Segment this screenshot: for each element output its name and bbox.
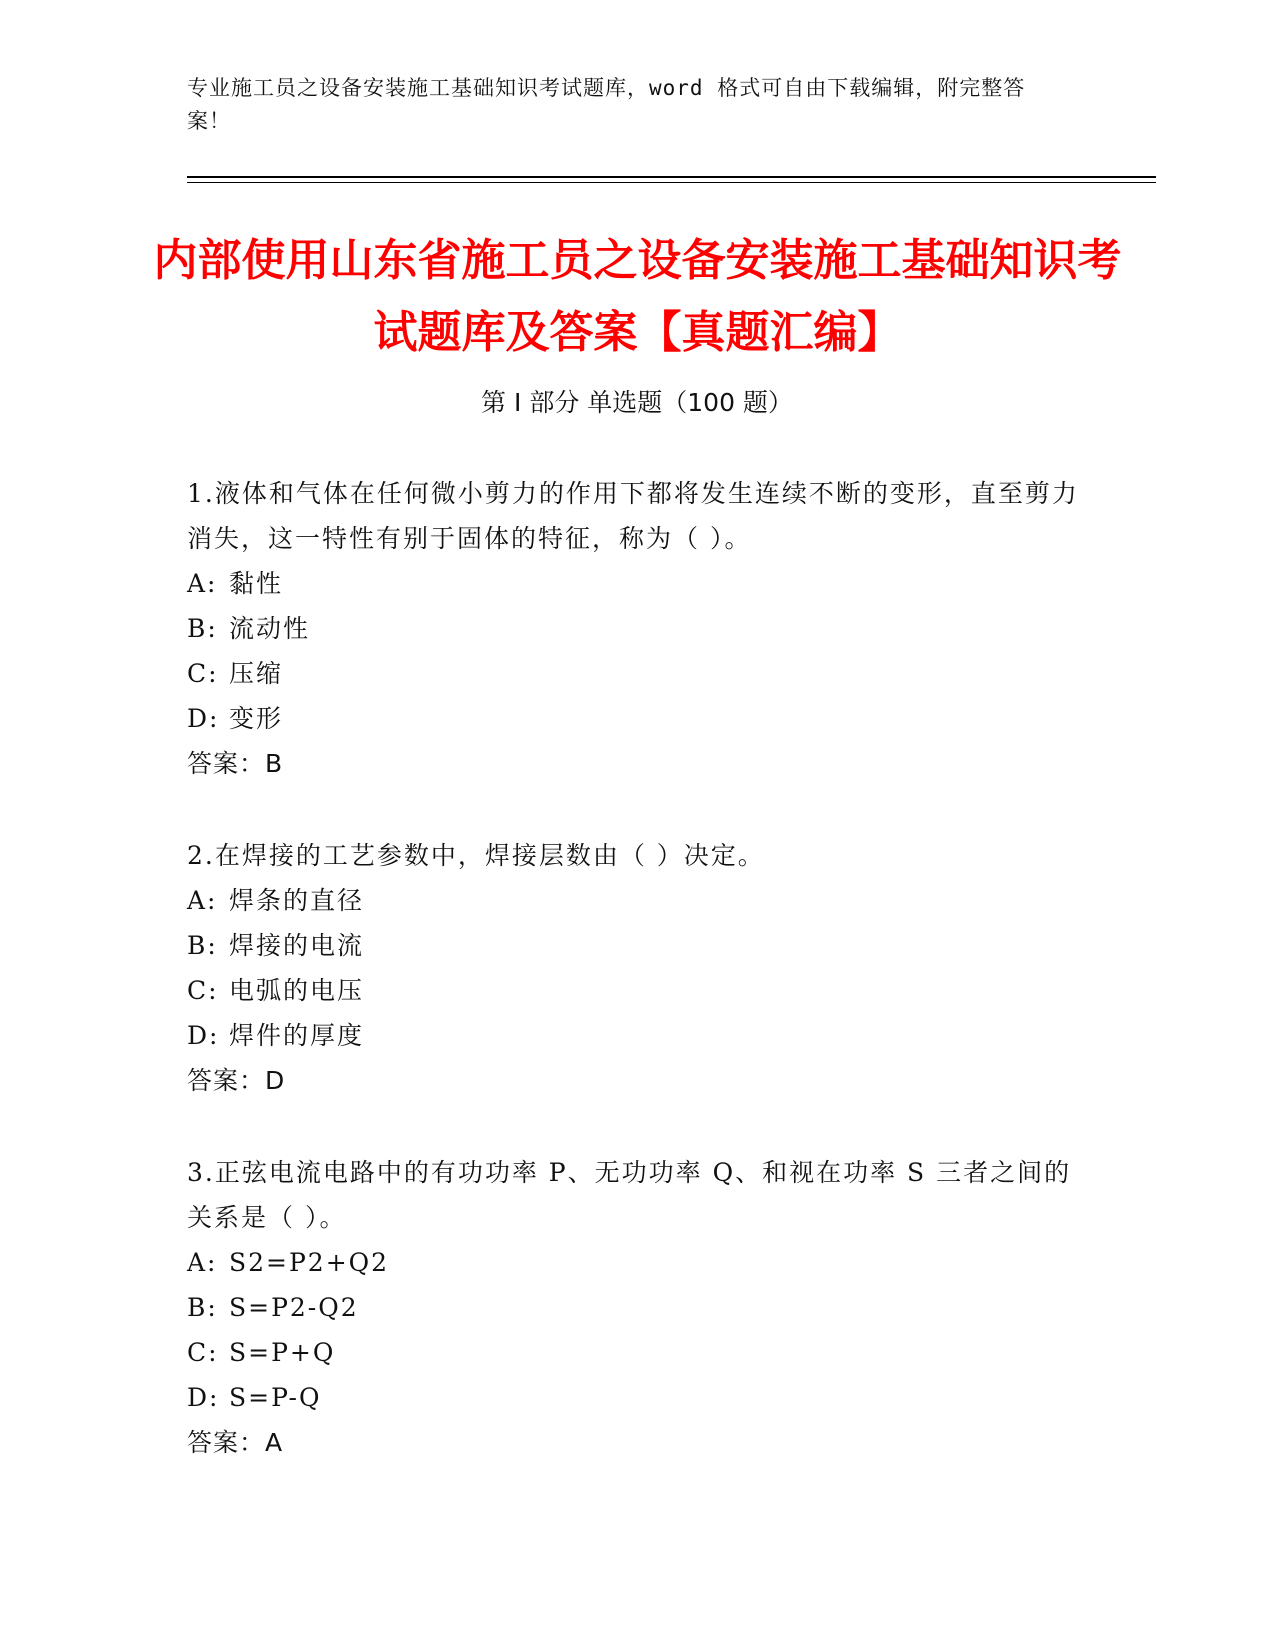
- option-text: 变形: [229, 704, 284, 733]
- option-c: [187, 1330, 1087, 1375]
- question-stem: 2.在焊接的工艺参数中，焊接层数由（ ）决定。: [187, 841, 765, 870]
- question-stem: 3.正弦电流电路中的有功功率 P、无功功率 Q、和视在功率 S 三者之间的关系是（ ）。: [187, 1158, 1072, 1232]
- document-title: 内部使用山东省施工员之设备安装施工基础知识考试题库及答案【真题汇编】: [153, 235, 1122, 358]
- option-letter: C:: [187, 1338, 219, 1367]
- option-letter: D:: [187, 704, 220, 733]
- option-letter: B:: [187, 931, 218, 960]
- answer-line: 答案：A: [187, 1428, 284, 1457]
- option-d: [187, 1375, 1087, 1420]
- question-3: [187, 1150, 1087, 1466]
- option-text: 流动性: [229, 614, 311, 643]
- option-a: [187, 1240, 1087, 1285]
- option-letter: B:: [187, 1293, 218, 1322]
- answer-line: 答案：B: [187, 749, 284, 778]
- option-text: 焊接的电流: [229, 931, 365, 960]
- option-letter: D:: [187, 1383, 220, 1412]
- question-1: [187, 471, 1087, 787]
- option-letter: C:: [187, 976, 219, 1005]
- option-text: 电弧的电压: [229, 976, 365, 1005]
- option-letter: C:: [187, 659, 219, 688]
- question-stem: 1.液体和气体在任何微小剪力的作用下都将发生连续不断的变形，直至剪力消失，这一特性有别于固体的特征，称为（ ）。: [187, 479, 1079, 553]
- option-d: [187, 1013, 1087, 1058]
- option-letter: A:: [187, 1248, 218, 1277]
- option-text: S=P2-Q2: [229, 1293, 359, 1322]
- option-c: [187, 651, 1087, 696]
- option-b: [187, 923, 1087, 968]
- question-2: [187, 833, 1087, 1104]
- header-divider-thin: [187, 182, 1156, 183]
- header-note: 专业施工员之设备安装施工基础知识考试题库，word 格式可自由下载编辑，附完整答案！: [187, 76, 1026, 133]
- option-text: 焊条的直径: [229, 886, 365, 915]
- section-title: 第 I 部分 单选题（100 题）: [481, 388, 793, 417]
- option-letter: A:: [187, 569, 218, 598]
- option-b: [187, 606, 1087, 651]
- header-divider-thick: [187, 176, 1156, 178]
- option-text: 压缩: [229, 659, 284, 688]
- option-b: [187, 1285, 1087, 1330]
- option-letter: D:: [187, 1021, 220, 1050]
- answer-line: 答案：D: [187, 1066, 286, 1095]
- option-text: 黏性: [229, 569, 284, 598]
- option-a: [187, 561, 1087, 606]
- option-text: 焊件的厚度: [229, 1021, 365, 1050]
- option-text: S=P+Q: [229, 1338, 336, 1367]
- option-text: S=P-Q: [229, 1383, 322, 1412]
- option-c: [187, 968, 1087, 1013]
- option-letter: B:: [187, 614, 218, 643]
- option-text: S2=P2+Q2: [229, 1248, 390, 1277]
- option-d: [187, 696, 1087, 741]
- option-letter: A:: [187, 886, 218, 915]
- option-a: [187, 878, 1087, 923]
